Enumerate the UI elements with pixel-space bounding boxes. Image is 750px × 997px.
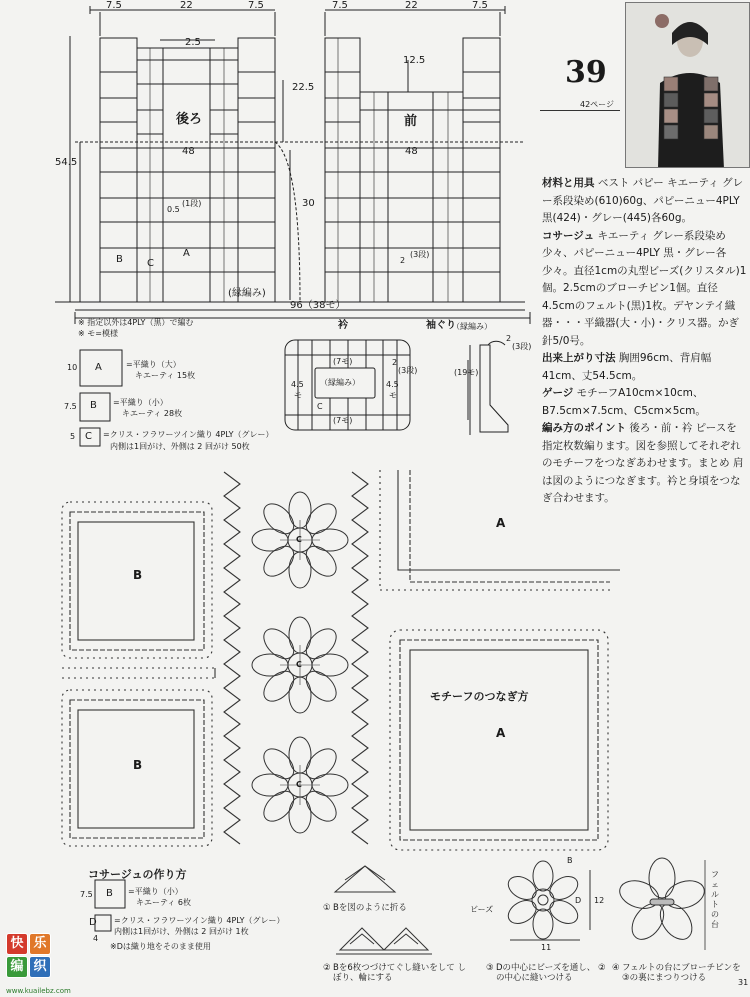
joining-c1: C — [296, 535, 302, 544]
logo-char-4: 织 — [29, 956, 51, 978]
side-dim: 30 — [302, 198, 315, 209]
note-2: ※ モ=模様 — [78, 329, 118, 338]
legend-c-size: 5 — [70, 432, 76, 441]
corsage-d-letter: D — [89, 917, 97, 928]
joining-c2: C — [296, 660, 302, 669]
felt-label: フェルトの台 — [711, 870, 719, 929]
total-height-dim: 54.5 — [55, 157, 78, 168]
legend-a-letter: A — [95, 362, 102, 373]
rib-front-value: 2 — [400, 256, 406, 265]
bottom-width: 96（38モ） — [290, 300, 346, 311]
neck-back-dim: 2.5 — [185, 37, 201, 48]
logo-char-1: 快 — [6, 933, 28, 955]
step-1-num: ① — [323, 903, 331, 913]
model-photo — [625, 2, 750, 168]
legend-a-text1: =平織り（大） — [126, 360, 181, 369]
motif-c-cell: C — [147, 258, 154, 269]
pattern-info — [542, 175, 747, 508]
rib-front-rows: (3段) — [410, 250, 430, 259]
back-label: 後ろ — [176, 112, 203, 127]
info-gauge: ゲージ モチーフA10cm×10cm、B7.5cm×7.5cm、C5cm×5cm。 — [542, 387, 706, 417]
joining-c3: C — [296, 780, 302, 789]
armhole-diagram — [468, 341, 508, 435]
collar-title: 衿 — [338, 320, 348, 331]
dim-front-right: 7.5 — [472, 0, 488, 11]
legend-a-text2: キエーティ 15枚 — [135, 371, 196, 380]
joining-a1: A — [496, 516, 506, 530]
corsage-b-size: 7.5 — [80, 890, 93, 899]
corsage-d-text2: 内側は1回がけ、外側は 2 回がけ 1枚 — [114, 927, 249, 936]
collar-edge: （縁編み） — [320, 378, 360, 387]
armhole-title: 袖ぐり — [426, 320, 456, 331]
width-48-back: 48 — [182, 146, 195, 157]
motif-a-cell: A — [183, 248, 190, 259]
corsage-d-text1: =クリス・フラワーツイン織り 4PLY（グレー） — [114, 916, 285, 925]
dim-front-center: 22 — [405, 0, 418, 11]
edge-label: (縁編み) — [228, 288, 266, 299]
dim-back-center: 22 — [180, 0, 193, 11]
info-materials: 材料と用具 ベスト パピー キエーティ グレー系段染め(610)60g、パピーニュー4PLY 黒(424)・グレー(445)各60g。 — [542, 177, 744, 224]
collar-top-count: (7モ) — [333, 357, 353, 366]
step-4-text: フェルトの台にブローチピンを ③の裏にまつりつける — [622, 963, 741, 983]
joining-b2: B — [133, 758, 143, 772]
site-logo — [6, 932, 84, 995]
collar-right-rows: 2 — [392, 358, 398, 367]
front-piece — [325, 38, 500, 302]
armhole-dim: 22.5 — [292, 82, 315, 93]
legend-c-text2: 内側は1回がけ、外側は 2 回がけ 50枚 — [110, 442, 250, 451]
collar-left-unit: モ — [294, 391, 302, 400]
legend-c-text1: =クリス・フラワーツイン織り 4PLY（グレー） — [103, 430, 274, 439]
page-ref: 42ページ — [580, 100, 615, 109]
dim-front-left: 7.5 — [332, 0, 348, 11]
corsage-d-pointer: D — [575, 896, 582, 905]
joining-b1: B — [133, 568, 143, 582]
step-4-num: ④ — [612, 963, 620, 973]
legend-b-size: 7.5 — [64, 402, 77, 411]
front-label: 前 — [404, 114, 418, 129]
corsage-b-pointer: B — [567, 856, 573, 865]
corsage-b-text2: キエーティ 6枚 — [136, 898, 191, 907]
step-3-text: Dの中心にビーズを通し、 ②の中心に縫いつける — [496, 963, 606, 983]
legend-a-size: 10 — [67, 363, 78, 372]
note-1: ※ 指定以外は4PLY（黒）で編む — [78, 318, 194, 327]
armhole-sub: （縁編み） — [452, 322, 492, 331]
corsage-b-letter: B — [106, 888, 113, 899]
pattern-number: 39 — [565, 55, 607, 90]
bead-label: ビーズ — [470, 905, 494, 914]
corsage-b-text1: =平織り（小） — [128, 887, 183, 896]
collar-c: C — [317, 402, 323, 411]
width-48-front: 48 — [405, 146, 418, 157]
corsage-d-size: 4 — [93, 934, 99, 943]
dim-back-left: 7.5 — [106, 0, 122, 11]
step-2-text: Bを6枚つづけてぐし縫いをして しぼり、輪にする — [333, 963, 466, 983]
corsage-width: 11 — [541, 943, 552, 952]
collar-right-count: 4.5 — [386, 380, 399, 389]
step-2-num: ② — [323, 963, 331, 973]
joining-title: モチーフのつなぎ方 — [430, 690, 529, 703]
info-points: 編み方のポイント 後ろ・前・衿 ピースを指定枚数編ります。図を参照してそれぞれのモチーフをつなぎあわせます。まとめ 肩は図のようにつなぎます。衿と身頃をつなぎ合わせます。 — [542, 422, 744, 504]
legend-b-text2: キエーティ 28枚 — [122, 409, 183, 418]
motif-b-cell: B — [116, 254, 123, 265]
joining-a2: A — [496, 726, 506, 740]
logo-url: www.kuailebz.com — [6, 987, 71, 995]
corsage-title: コサージュの作り方 — [88, 868, 187, 881]
legend-c-letter: C — [85, 431, 92, 442]
rib-back-value: 0.5 — [167, 205, 180, 214]
neck-front-dim: 12.5 — [403, 55, 426, 66]
armhole-rows-b: (3段) — [512, 342, 532, 351]
legend-b-text1: =平織り（小） — [113, 398, 168, 407]
rib-back-rows: (1段) — [182, 199, 202, 208]
corsage-height: 12 — [594, 896, 605, 905]
logo-char-3: 编 — [6, 956, 28, 978]
armhole-rows: 2 — [506, 334, 512, 343]
step-1-text: Bを図のように折る — [333, 903, 407, 913]
collar-right-rows-b: (3段) — [398, 366, 418, 375]
logo-char-2: 乐 — [29, 933, 51, 955]
collar-right-unit: モ — [389, 391, 397, 400]
step-3-num: ③ — [486, 963, 494, 973]
info-corsage: コサージュ キエーティ グレー系段染め少々、パピーニュー4PLY 黒・グレー各少々。直径1cmの丸型ビーズ(クリスタル)1個。2.5cmのブローチピン1個。直径4.5cmのフェルト(黒)1枚。デヤンテイ織器・・・平織器(大・小)・クリス器。かぎ針5/0号。 — [542, 229, 747, 347]
back-piece — [100, 38, 275, 302]
armhole-length: (19モ) — [454, 368, 479, 377]
collar-bottom-count: (7モ) — [333, 416, 353, 425]
corsage-d-note: ※Dは織り地をそのまま使用 — [110, 942, 211, 951]
dim-back-right: 7.5 — [248, 0, 264, 11]
info-size: 出来上がり寸法 胸囲96cm、背肩幅41cm、丈54.5cm。 — [542, 352, 712, 382]
motif-a-2 — [390, 630, 608, 850]
legend-b-letter: B — [90, 400, 97, 411]
divider — [540, 110, 620, 111]
page-number: 31 — [738, 978, 749, 987]
collar-left-count: 4.5 — [291, 380, 304, 389]
